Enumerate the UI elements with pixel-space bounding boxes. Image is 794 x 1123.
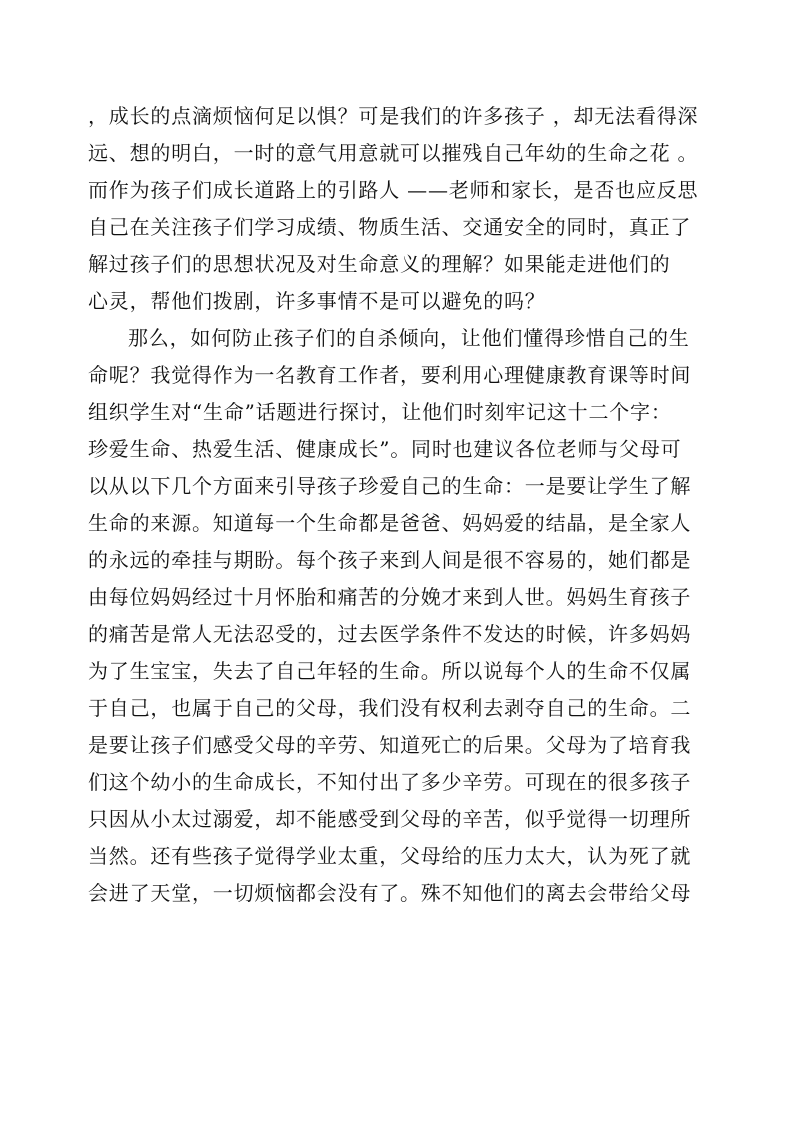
text-line: 心灵，帮他们拨剧，许多事情不是可以避免的吗？ [88, 289, 546, 313]
text-line: 以从以下几个方面来引导孩子珍爱自己的生命：一是要让学生了解 [88, 474, 692, 498]
text-line: 为了生宝宝，失去了自己年轻的生命。所以说每个人的生命不仅属 [88, 659, 692, 683]
text-line: 生命的来源。知道每一个生命都是爸爸、妈妈爱的结晶，是全家人 [88, 511, 692, 535]
body-text [88, 98, 708, 912]
text-line: 是要让孩子们感受父母的辛劳、知道死亡的后果。父母为了培育我 [88, 733, 692, 757]
paragraph-first-line: 那么，如何防止孩子们的自杀倾向，让他们懂得珍惜自己的生 [128, 326, 690, 350]
text-line: 珍爱生命、热爱生活、健康成长”。同时也建议各位老师与父母可 [88, 437, 682, 461]
text-line: 的痛苦是常人无法忍受的，过去医学条件不发达的时候，许多妈妈 [88, 622, 692, 646]
text-line: 而作为孩子们成长道路上的引路人 ——老师和家长，是否也应反思 [88, 178, 699, 202]
text-line: 解过孩子们的思想状况及对生命意义的理解？如果能走进他们的 [88, 252, 671, 276]
text-line: 的永远的牵挂与期盼。每个孩子来到人间是很不容易的，她们都是 [88, 548, 692, 572]
text-line: 们这个幼小的生命成长，不知付出了多少辛劳。可现在的很多孩子 [88, 770, 692, 794]
text-line: 于自己，也属于自己的父母，我们没有权利去剥夺自己的生命。二 [88, 696, 692, 720]
text-line: 远、想的明白，一时的意气用意就可以摧残自己年幼的生命之花 。 [88, 141, 699, 165]
text-line: 组织学生对“生命”话题进行探讨，让他们时刻牢记这十二个字： [88, 400, 672, 424]
text-line: 命呢？我觉得作为一名教育工作者，要利用心理健康教育课等时间 [88, 363, 692, 387]
text-line: 自己在关注孩子们学习成绩、物质生活、交通安全的同时，真正了 [88, 215, 692, 239]
text-line: 由每位妈妈经过十月怀胎和痛苦的分娩才来到人世。妈妈生育孩子 [88, 585, 692, 609]
text-line: ，成长的点滴烦恼何足以惧？可是我们的许多孩子 ，却无法看得深 [88, 104, 699, 128]
text-line: 只因从小太过溺爱，却不能感受到父母的辛苦，似乎觉得一切理所 [88, 807, 692, 831]
text-line: 会进了天堂，一切烦恼都会没有了。殊不知他们的离去会带给父母 [88, 881, 692, 905]
text-line: 当然。还有些孩子觉得学业太重，父母给的压力太大，认为死了就 [88, 844, 692, 868]
